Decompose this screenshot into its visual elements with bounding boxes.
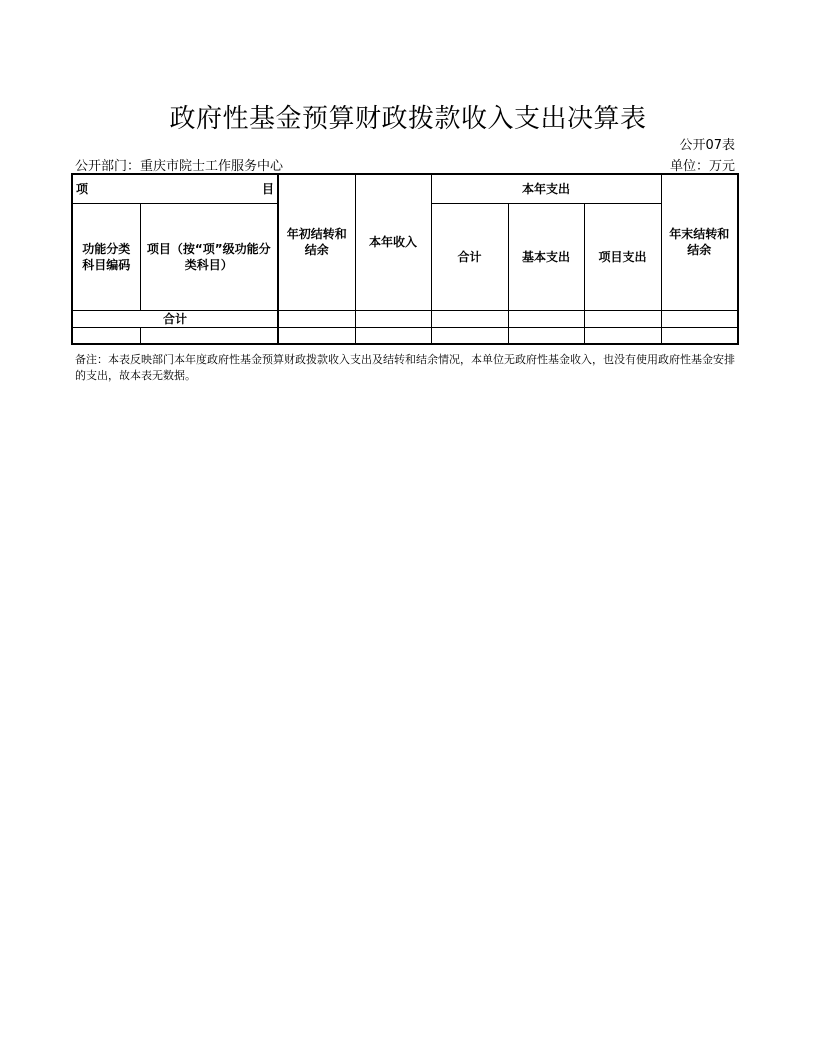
header-project-right: 目 — [261, 182, 274, 196]
header-project-expense: 项目支出 — [584, 203, 661, 310]
header-item: 项目（按“项”级功能分类科目） — [140, 203, 278, 310]
blank-expense-cell — [431, 327, 508, 344]
budget-table — [71, 173, 739, 345]
blank-opening-cell — [278, 327, 355, 344]
blank-closing-cell — [661, 327, 738, 344]
header-function-code: 功能分类科目编码 — [72, 203, 140, 310]
header-current-expense: 本年支出 — [431, 174, 661, 203]
total-project-cell — [584, 310, 661, 327]
total-income-cell — [355, 310, 431, 327]
header-basic-expense: 基本支出 — [508, 203, 584, 310]
blank-income-cell — [355, 327, 431, 344]
header-closing-balance: 年末结转和结余 — [661, 174, 738, 310]
header-opening-balance: 年初结转和结余 — [278, 174, 355, 310]
footnote: 备注：本表反映部门本年度政府性基金预算财政拨款收入支出及结转和结余情况，本单位无政府性基金收入，也没有使用政府性基金安排的支出，故本表无数据。 — [75, 353, 735, 382]
page-title: 政府性基金预算财政拨款收入支出决算表 — [169, 104, 647, 134]
blank-item-cell — [140, 327, 278, 344]
total-closing-cell — [661, 310, 738, 327]
header-project-left: 项 — [76, 182, 89, 196]
header-expense-total: 合计 — [431, 203, 508, 310]
blank-basic-cell — [508, 327, 584, 344]
department-label: 公开部门：重庆市院士工作服务中心 — [75, 159, 284, 174]
total-row-label: 合计 — [72, 310, 278, 327]
total-opening-cell — [278, 310, 355, 327]
blank-project-cell — [584, 327, 661, 344]
header-current-income: 本年收入 — [355, 174, 431, 310]
blank-code-cell — [72, 327, 140, 344]
header-project — [72, 174, 278, 203]
total-basic-cell — [508, 310, 584, 327]
total-expense-cell — [431, 310, 508, 327]
unit-label: 单位：万元 — [669, 159, 735, 174]
form-number: 公开07表 — [679, 138, 735, 153]
